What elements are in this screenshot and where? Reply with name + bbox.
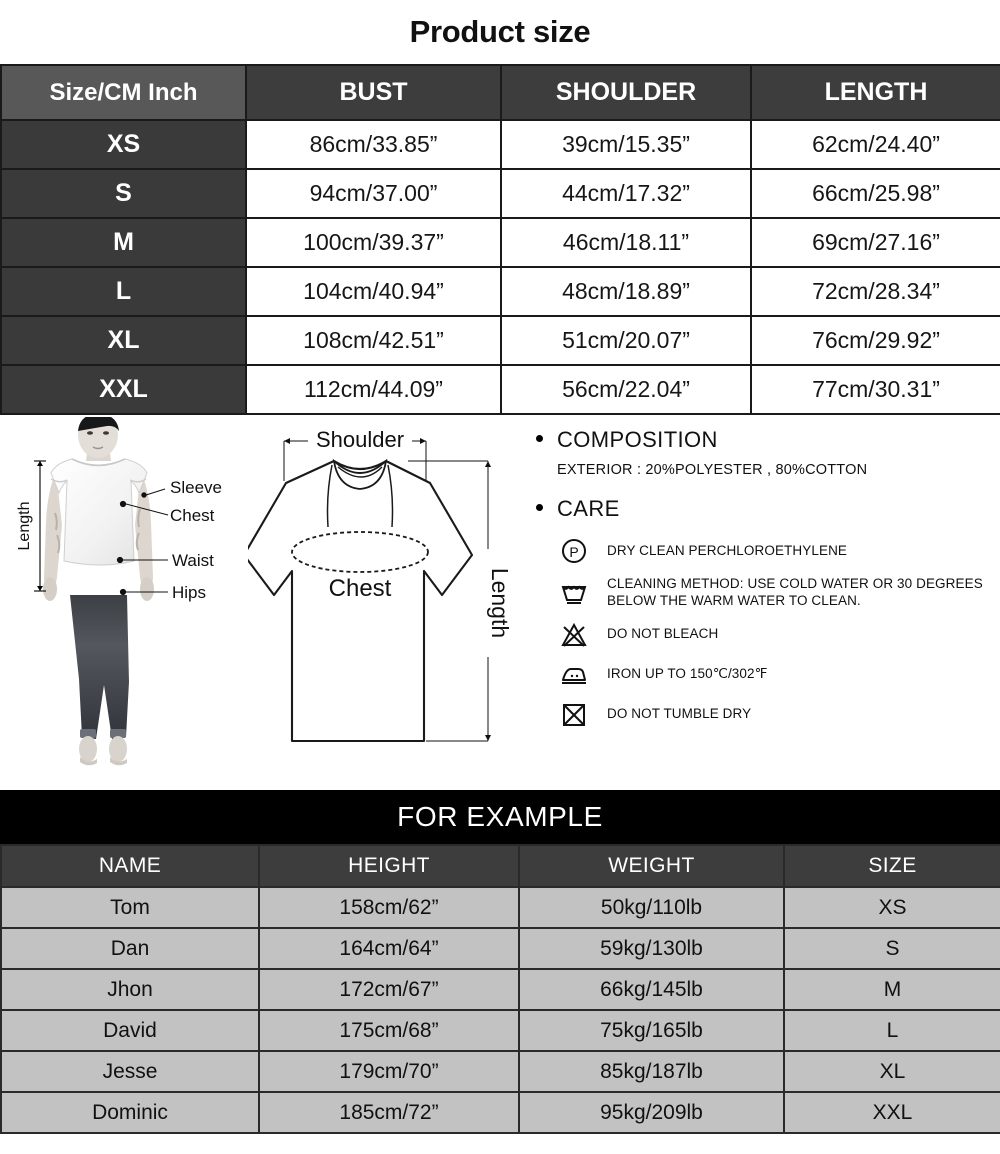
- shoulder-value: 48cm/18.89”: [501, 267, 751, 316]
- care-item: [557, 620, 998, 650]
- model-label-sleeve: Sleeve: [170, 478, 222, 497]
- bust-value: 112cm/44.09”: [246, 365, 501, 414]
- bust-value: 100cm/39.37”: [246, 218, 501, 267]
- care-item-text: DO NOT BLEACH: [607, 626, 719, 642]
- size-label: S: [1, 169, 246, 218]
- model-label-hips: Hips: [172, 583, 207, 602]
- composition-detail: EXTERIOR : 20%POLYESTER , 80%COTTON: [557, 462, 868, 478]
- bust-value: 86cm/33.85”: [246, 120, 501, 169]
- person-size: XL: [784, 1051, 1000, 1092]
- model-label-length: Length: [16, 501, 33, 551]
- shirt-label-shoulder: Shoulder: [315, 427, 405, 452]
- person-name: Dan: [1, 928, 259, 969]
- length-value: 66cm/25.98”: [751, 169, 1000, 218]
- shoulder-value: 44cm/17.32”: [501, 169, 751, 218]
- weight-col-header: WEIGHT: [519, 845, 784, 887]
- size-col-header: Size/CM Inch: [1, 65, 246, 120]
- table-row: [1, 1010, 1000, 1051]
- length-value: 77cm/30.31”: [751, 365, 1000, 414]
- height-col-header: HEIGHT: [259, 845, 519, 887]
- dry-clean-p-icon: [557, 536, 591, 566]
- tshirt-measurement-figure: [248, 419, 528, 784]
- care-heading: CARE: [557, 496, 620, 521]
- care-item: [557, 536, 998, 566]
- do-not-bleach-icon: [557, 620, 591, 650]
- size-label: XS: [1, 120, 246, 169]
- table-row: [1, 218, 1000, 267]
- person-weight: 66kg/145lb: [519, 969, 784, 1010]
- person-height: 158cm/62”: [259, 887, 519, 928]
- care-item-text: CLEANING METHOD: USE COLD WATER OR 30 DEGREES BELOW THE WARM WATER TO CLEAN.: [607, 576, 983, 608]
- length-col-header: LENGTH: [751, 65, 1000, 120]
- care-item: [557, 660, 998, 690]
- for-example-title: FOR EXAMPLE: [397, 801, 603, 832]
- wash-tub-icon: [557, 578, 591, 608]
- person-size: M: [784, 969, 1000, 1010]
- model-jeans: [70, 595, 129, 739]
- example-table: [0, 844, 1000, 1134]
- table-row: [1, 120, 1000, 169]
- shirt-label-length: Length: [487, 567, 513, 639]
- table-row: [1, 1051, 1000, 1092]
- care-item-text: IRON UP TO 150℃/302℉: [607, 666, 768, 682]
- model-label-waist: Waist: [172, 551, 214, 570]
- length-value: 69cm/27.16”: [751, 218, 1000, 267]
- bust-value: 94cm/37.00”: [246, 169, 501, 218]
- care-instructions-list: [557, 536, 998, 730]
- care-heading-row: [536, 496, 998, 522]
- person-size: L: [784, 1010, 1000, 1051]
- person-height: 172cm/67”: [259, 969, 519, 1010]
- person-weight: 75kg/165lb: [519, 1010, 784, 1051]
- for-example-banner: [0, 790, 1000, 844]
- care-item: [557, 576, 998, 610]
- length-value: 62cm/24.40”: [751, 120, 1000, 169]
- person-height: 164cm/64”: [259, 928, 519, 969]
- care-item-text: DRY CLEAN PERCHLOROETHYLENE: [607, 542, 848, 558]
- person-name: Dominic: [1, 1092, 259, 1133]
- size-label: L: [1, 267, 246, 316]
- do-not-tumble-dry-icon: [557, 700, 591, 730]
- length-value: 72cm/28.34”: [751, 267, 1000, 316]
- page-title: Product size: [409, 14, 591, 49]
- length-value: 76cm/29.92”: [751, 316, 1000, 365]
- bust-value: 108cm/42.51”: [246, 316, 501, 365]
- bust-col-header: BUST: [246, 65, 501, 120]
- table-row: [1, 316, 1000, 365]
- care-item: [557, 700, 998, 730]
- person-height: 175cm/68”: [259, 1010, 519, 1051]
- person-weight: 59kg/130lb: [519, 928, 784, 969]
- person-name: Tom: [1, 887, 259, 928]
- model-tshirt: [51, 459, 147, 565]
- iron-icon: [557, 660, 591, 690]
- table-row: [1, 365, 1000, 414]
- table-row: [1, 1092, 1000, 1133]
- product-size-table: [0, 64, 1000, 415]
- person-name: David: [1, 1010, 259, 1051]
- model-length-dimension: [34, 461, 46, 591]
- size-label: XL: [1, 316, 246, 365]
- composition-heading-row: [536, 427, 998, 453]
- shoulder-value: 46cm/18.11”: [501, 218, 751, 267]
- table-row: [1, 928, 1000, 969]
- person-height: 179cm/70”: [259, 1051, 519, 1092]
- person-height: 185cm/72”: [259, 1092, 519, 1133]
- composition-heading: COMPOSITION: [557, 427, 718, 452]
- model-measurement-figure: [0, 417, 250, 785]
- table-row: [1, 169, 1000, 218]
- bust-value: 104cm/40.94”: [246, 267, 501, 316]
- person-size: XXL: [784, 1092, 1000, 1133]
- size-label: M: [1, 218, 246, 267]
- size-label: XXL: [1, 365, 246, 414]
- shoulder-value: 39cm/15.35”: [501, 120, 751, 169]
- person-weight: 50kg/110lb: [519, 887, 784, 928]
- table-row: [1, 887, 1000, 928]
- table-row: [1, 969, 1000, 1010]
- page-title-bar: [0, 0, 1000, 64]
- person-weight: 85kg/187lb: [519, 1051, 784, 1092]
- care-item-text: DO NOT TUMBLE DRY: [607, 706, 752, 722]
- shoulder-value: 56cm/22.04”: [501, 365, 751, 414]
- shoulder-value: 51cm/20.07”: [501, 316, 751, 365]
- model-label-chest: Chest: [170, 506, 215, 525]
- svg-text:P: P: [569, 544, 579, 560]
- measurement-guide-section: [0, 415, 1000, 790]
- person-size: S: [784, 928, 1000, 969]
- bullet-dot-icon: [536, 435, 543, 442]
- product-info-panel: [536, 427, 998, 740]
- person-name: Jhon: [1, 969, 259, 1010]
- person-weight: 95kg/209lb: [519, 1092, 784, 1133]
- shirt-label-chest: Chest: [328, 575, 392, 602]
- size-table-header-row: [1, 65, 1000, 120]
- person-size: XS: [784, 887, 1000, 928]
- bullet-dot-icon: [536, 504, 543, 511]
- shoulder-col-header: SHOULDER: [501, 65, 751, 120]
- example-header-row: [1, 845, 1000, 887]
- person-name: Jesse: [1, 1051, 259, 1092]
- table-row: [1, 267, 1000, 316]
- name-col-header: NAME: [1, 845, 259, 887]
- size-col-header: SIZE: [784, 845, 1000, 887]
